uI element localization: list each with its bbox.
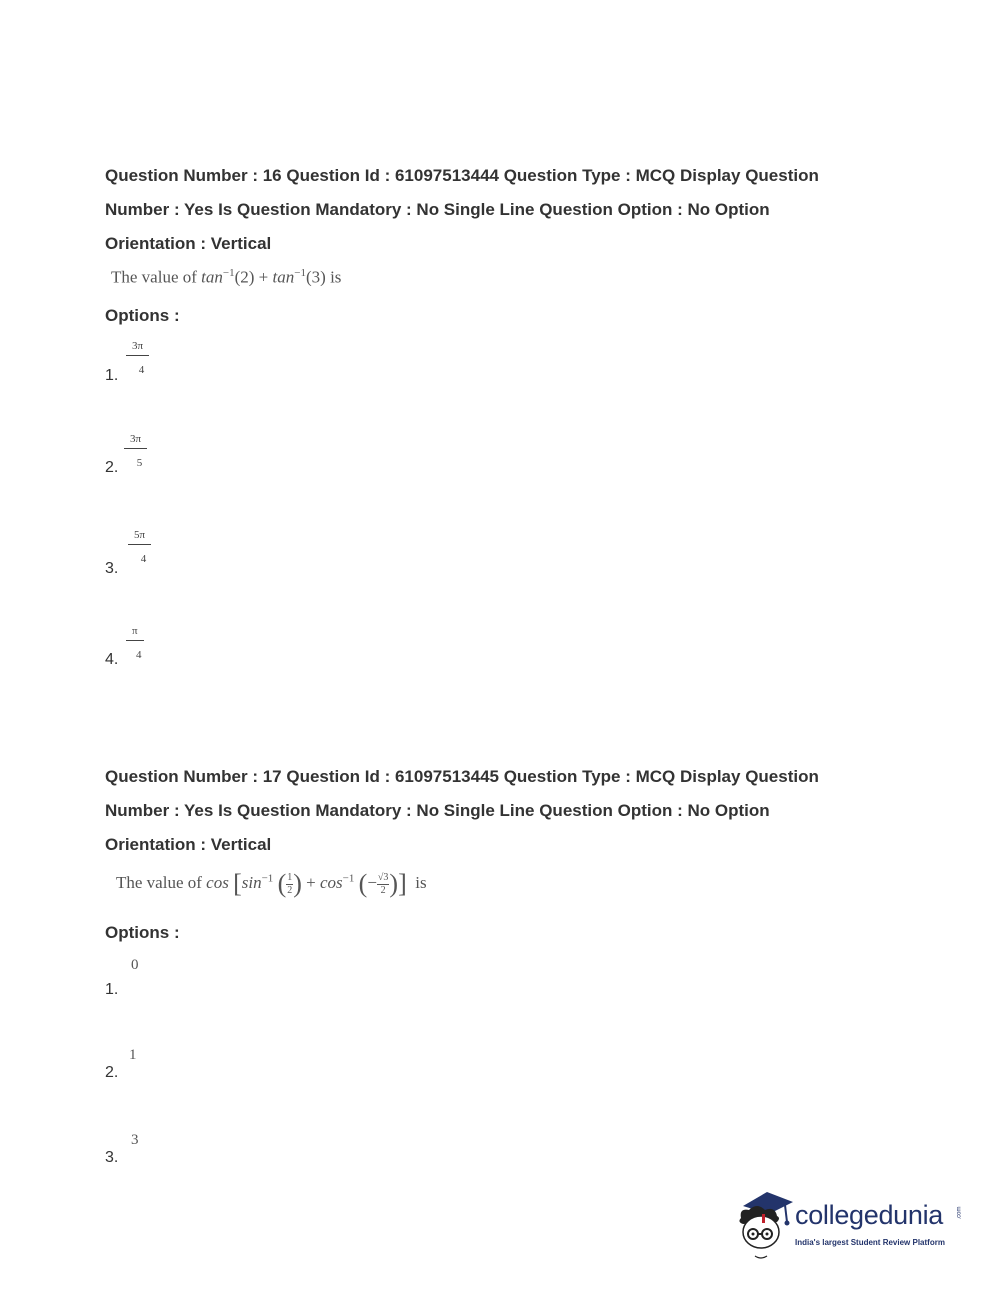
logo-wordmark: collegedunia <box>795 1200 944 1230</box>
question-16-header <box>105 159 875 261</box>
denominator: 4 <box>136 649 142 661</box>
cos-function: cos <box>206 872 229 892</box>
question-lead: The value of <box>111 267 197 287</box>
option-number: 1. <box>105 981 119 998</box>
header-line: Number : Yes Is Question Mandatory : No Single Line Question Option : No Option <box>105 200 770 219</box>
options-label: Options : <box>105 923 180 942</box>
left-bracket: [ <box>233 869 242 898</box>
header-line: Number : Yes Is Question Mandatory : No Single Line Question Option : No Option <box>105 801 770 820</box>
option-number: 3. <box>105 1149 119 1166</box>
left-paren: ( <box>277 869 287 898</box>
denominator: 4 <box>138 364 145 376</box>
right-paren: ) <box>389 869 399 898</box>
sin-function: sin <box>241 872 262 892</box>
logo-suffix: .com <box>956 1206 963 1220</box>
inverse-exponent: −1 <box>294 267 306 279</box>
numerator: 5π <box>128 529 151 545</box>
right-paren: ) <box>293 869 302 898</box>
header-line: Question Number : 16 Question Id : 61097513444 Question Type : MCQ Display Question <box>105 166 819 185</box>
numerator: 1 <box>287 871 293 883</box>
mascot-icon <box>735 1188 795 1262</box>
plus-sign: + <box>306 872 316 892</box>
tan-function: tan <box>272 267 295 287</box>
option-fraction[interactable] <box>124 433 147 469</box>
numerator: π <box>126 625 144 641</box>
denominator: 2 <box>287 884 293 896</box>
question-tail: is <box>330 267 342 287</box>
option-fraction[interactable] <box>128 529 151 565</box>
option-number: 2. <box>105 459 119 476</box>
header-line: Orientation : Vertical <box>105 835 272 854</box>
left-paren: ( <box>358 869 368 898</box>
numerator: 3π <box>126 340 149 356</box>
right-bracket: ] <box>398 869 407 898</box>
tan-function: tan <box>201 267 223 287</box>
option-fraction[interactable] <box>126 340 149 376</box>
options-label: Options : <box>105 306 180 325</box>
option-number: 3. <box>105 560 119 577</box>
option-fraction[interactable] <box>126 625 144 661</box>
denominator: 4 <box>140 553 147 565</box>
option-value[interactable]: 0 <box>131 957 139 973</box>
inverse-exponent: −1 <box>342 872 355 885</box>
option-number: 4. <box>105 651 119 668</box>
header-line: Question Number : 17 Question Id : 61097513445 Question Type : MCQ Display Question <box>105 767 819 786</box>
numerator: √3 <box>377 871 389 883</box>
argument: (3) <box>305 267 326 287</box>
collegedunia-logo <box>735 1188 965 1262</box>
argument: (2) + <box>234 267 269 287</box>
inverse-exponent: −1 <box>222 267 235 279</box>
option-number: 1. <box>105 367 119 384</box>
option-number: 2. <box>105 1064 119 1081</box>
denominator: 2 <box>380 884 386 896</box>
root-fraction <box>377 873 390 896</box>
question-lead: The value of <box>116 872 202 892</box>
denominator: 5 <box>136 457 143 469</box>
question-17-text <box>116 869 427 899</box>
question-tail: is <box>415 872 427 892</box>
logo-tagline: India's largest Student Review Platform <box>795 1238 945 1247</box>
numerator: 3π <box>124 433 147 449</box>
question-17-header <box>105 760 875 862</box>
minus-sign: − <box>367 872 377 892</box>
option-value[interactable]: 1 <box>129 1047 137 1063</box>
option-value[interactable]: 3 <box>131 1132 139 1148</box>
inverse-exponent: −1 <box>261 872 274 885</box>
question-16-text <box>111 267 341 288</box>
header-line: Orientation : Vertical <box>105 234 272 253</box>
cos-function: cos <box>320 872 343 892</box>
